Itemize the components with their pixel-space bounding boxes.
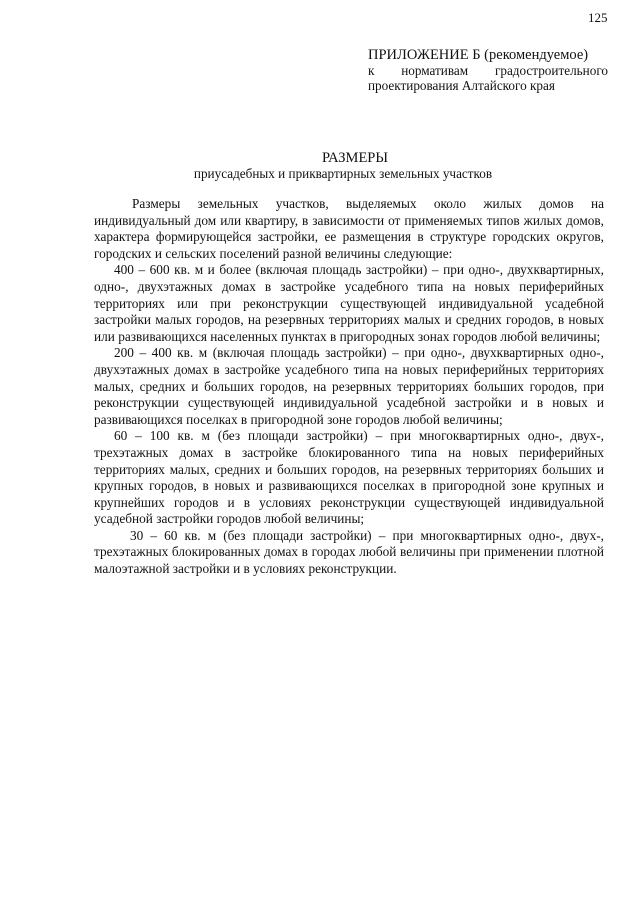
appendix-subtitle-line-1: к нормативам градостроительного bbox=[368, 63, 608, 78]
section-title: РАЗМЕРЫ bbox=[321, 150, 389, 166]
appendix-title: ПРИЛОЖЕНИЕ Б (рекомендуемое) bbox=[368, 47, 589, 63]
intro-paragraph: Размеры земельных участков, выделяемых около жилых домов на индивидуальный дом или квартиру, в зависимости от применяемых типов жилых домов, характера формирующейся застройки, ее размещения в структуре городских округов, городских и сельских поселений разной величины следующие: bbox=[94, 196, 604, 261]
appendix-header bbox=[368, 48, 608, 93]
appendix-subtitle-line-2: проектирования Алтайского края bbox=[368, 78, 555, 93]
section-heading bbox=[0, 150, 640, 182]
paragraph-200-400: 200 – 400 кв. м (включая площадь застройки) – при одно-, двухквартирных одно-, двухэтажных домах в застройке усадебного типа на новых периферийных территориях малых, средних и больших городов, на резервных территориях больших городов, при реконструкции существующей индивидуальной усадебной застройки и в новых и развивающихся поселках в пригородной зоне городов любой величины; bbox=[94, 345, 604, 427]
paragraph-60-100: 60 – 100 кв. м (без площади застройки) – при многоквартирных одно-, двух-, трехэтажных домах в застройке блокированного типа на новых периферийных территориях малых, средних и больших городов, на резервных территориях больших и крупных городов, в новых и развивающихся поселках в пригородной зоне крупных и крупнейших городов и в условиях реконструкции существующей индивидуальной усадебной застройки городов любой величины; bbox=[94, 428, 604, 527]
section-subtitle: приусадебных и приквартирных земельных участков bbox=[193, 166, 493, 181]
paragraph-30-60: 30 – 60 кв. м (без площади застройки) – при многоквартирных одно-, двух-, трехэтажных блокированных домах в городах любой величины при применении плотной малоэтажной застройки и в условиях реконструкции. bbox=[94, 527, 604, 577]
page-number: 125 bbox=[588, 10, 608, 25]
paragraph-400-600: 400 – 600 кв. м и более (включая площадь застройки) – при одно-, двухквартирных, одно-, двухэтажных домах в застройке усадебного типа на новых периферийных территориях или при реконструкции существующей индивидуальной усадебной застройки малых городов, на резервных территориях малых и средних городов, в новых или развивающихся населенных пунктах в пригородных зонах городов любой величины; bbox=[94, 262, 604, 344]
body-text bbox=[94, 196, 604, 578]
